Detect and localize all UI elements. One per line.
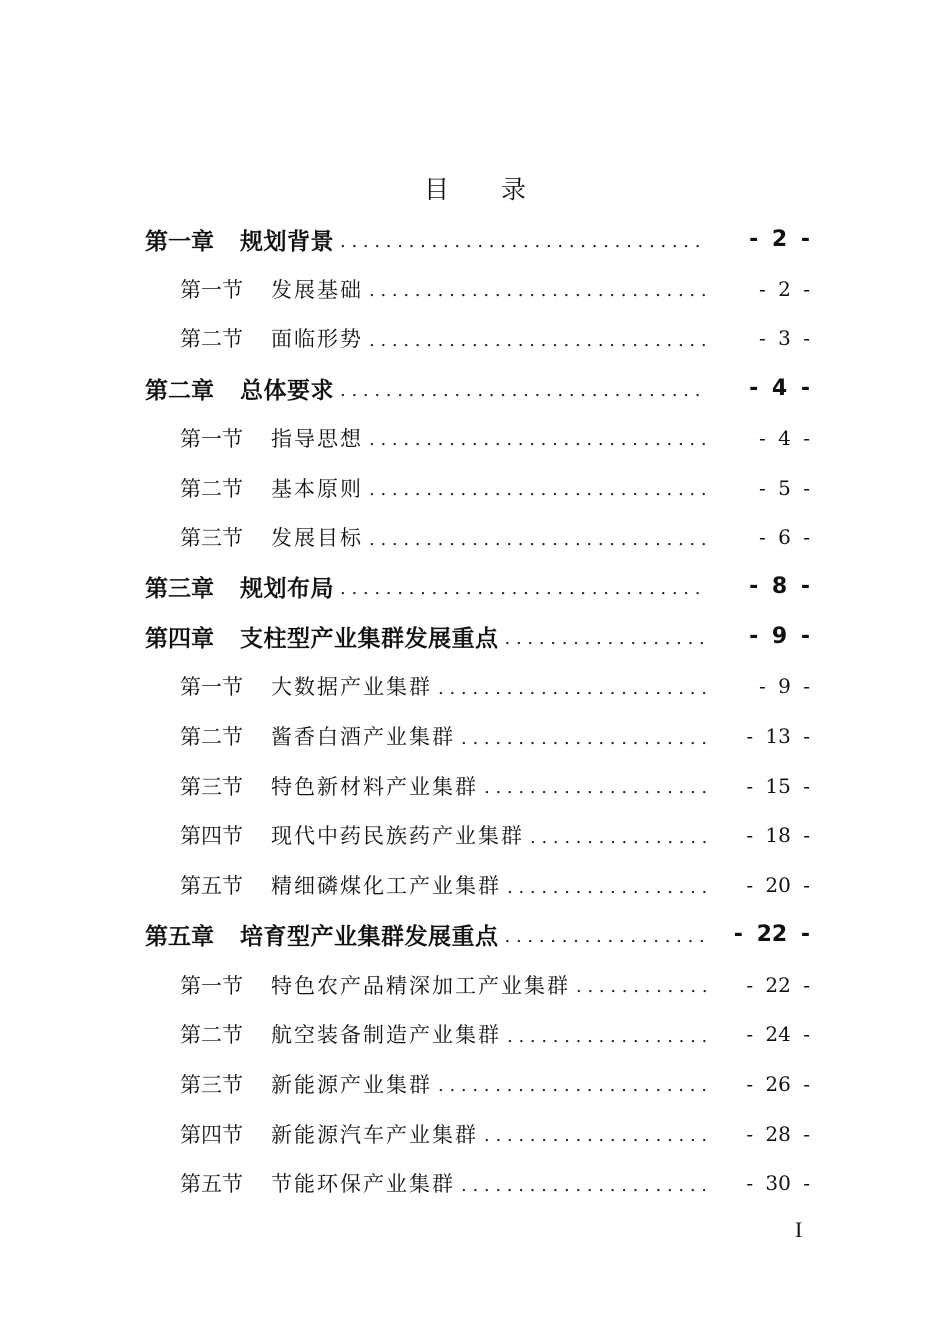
dot-leader (507, 877, 708, 898)
dot-leader (484, 1125, 708, 1146)
toc-section-entry[interactable] (0, 810, 950, 860)
entry-page-number: - 24 - (746, 1022, 810, 1047)
dot-leader (369, 429, 708, 450)
entry-page-number: - 22 - (746, 972, 810, 997)
entry-label: 第三章 (145, 576, 214, 603)
entry-title: 航空装备制造产业集群 (271, 1023, 501, 1048)
entry-title: 发展目标 (271, 526, 363, 551)
entry-page-number: - 13 - (746, 724, 810, 748)
entry-page-number: - 2 - (759, 276, 810, 301)
entry-label: 第五节 (180, 874, 243, 899)
entry-label: 第五章 (145, 924, 214, 951)
entry-page-number: - 22 - (733, 922, 810, 948)
entry-label: 第三节 (180, 1072, 243, 1097)
entry-label: 第一节 (180, 277, 243, 302)
toc-section-entry[interactable] (0, 860, 950, 910)
toc-chapter-entry[interactable] (0, 562, 950, 612)
dot-leader (340, 578, 708, 599)
toc-section-entry[interactable] (0, 1158, 950, 1208)
entry-page-number: - 15 - (746, 773, 810, 798)
toc-section-entry[interactable] (0, 711, 950, 761)
toc-chapter-entry[interactable] (0, 214, 950, 264)
dot-leader (507, 1026, 708, 1047)
entry-title: 发展基础 (271, 277, 363, 302)
toc-chapter-entry[interactable] (0, 612, 950, 662)
entry-title: 现代中药民族药产业集群 (271, 824, 524, 849)
entry-label: 第四节 (180, 824, 243, 849)
entry-label: 第二章 (145, 377, 214, 404)
entry-title: 酱香白酒产业集群 (271, 725, 455, 749)
entry-title: 规划布局 (240, 576, 334, 603)
entry-label: 第一节 (180, 426, 243, 451)
entry-page-number: - 9 - (749, 624, 810, 650)
entry-label: 第三节 (180, 774, 243, 799)
entry-page-number: - 4 - (749, 375, 810, 401)
toc-section-entry[interactable] (0, 960, 950, 1010)
dot-leader (530, 827, 708, 848)
toc-section-entry[interactable] (0, 413, 950, 463)
entry-page-number: - 8 - (749, 574, 810, 600)
toc-section-entry[interactable] (0, 661, 950, 711)
toc-chapter-entry[interactable] (0, 363, 950, 413)
entry-title: 指导思想 (271, 426, 363, 451)
toc-section-entry[interactable] (0, 1059, 950, 1109)
toc-section-entry[interactable] (0, 512, 950, 562)
dot-leader (438, 678, 708, 699)
entry-title: 面临形势 (271, 327, 363, 352)
dot-leader (438, 1075, 708, 1096)
entry-title: 支柱型产业集群发展重点 (240, 626, 499, 653)
entry-title: 新能源产业集群 (271, 1072, 432, 1097)
entry-label: 第二节 (180, 476, 243, 501)
toc-section-entry[interactable] (0, 761, 950, 811)
entry-page-number: - 20 - (746, 873, 810, 898)
entry-page-number: - 28 - (746, 1121, 810, 1146)
entry-label: 第二节 (180, 1023, 243, 1048)
entry-page-number: - 6 - (759, 525, 810, 550)
page-number: I (795, 1217, 803, 1242)
entry-label: 第一节 (180, 973, 243, 998)
toc-section-entry[interactable] (0, 264, 950, 314)
toc-chapter-entry[interactable] (0, 910, 950, 960)
dot-leader (484, 777, 708, 798)
entry-label: 第一章 (145, 228, 214, 255)
entry-title: 节能环保产业集群 (271, 1172, 455, 1197)
entry-label: 第二节 (180, 725, 243, 749)
entry-title: 基本原则 (271, 476, 363, 501)
dot-leader (576, 976, 708, 997)
dot-leader (505, 926, 709, 947)
entry-label: 第四节 (180, 1122, 243, 1147)
dot-leader (461, 1175, 708, 1196)
entry-page-number: - 18 - (746, 823, 810, 848)
entry-page-number: - 9 - (759, 674, 810, 699)
dot-leader (461, 728, 708, 749)
entry-page-number: - 4 - (759, 425, 810, 450)
dot-leader (369, 529, 708, 550)
dot-leader (340, 380, 708, 401)
entry-label: 第三节 (180, 526, 243, 551)
entry-title: 总体要求 (240, 377, 334, 404)
entry-title: 特色农产品精深加工产业集群 (271, 973, 570, 998)
dot-leader (369, 280, 708, 301)
entry-title: 规划背景 (240, 228, 334, 255)
dot-leader (369, 330, 708, 351)
entry-page-number: - 30 - (746, 1171, 810, 1196)
entry-page-number: - 5 - (759, 475, 810, 500)
entry-page-number: - 2 - (749, 226, 810, 252)
toc-section-entry[interactable] (0, 1109, 950, 1159)
entry-title: 培育型产业集群发展重点 (240, 924, 499, 951)
entry-title: 新能源汽车产业集群 (271, 1122, 478, 1147)
dot-leader (369, 479, 708, 500)
toc-section-entry[interactable] (0, 463, 950, 513)
dot-leader (505, 628, 709, 649)
dot-leader (340, 231, 708, 252)
entry-label: 第四章 (145, 626, 214, 653)
entry-label: 第二节 (180, 327, 243, 352)
entry-title: 大数据产业集群 (271, 675, 432, 700)
entry-title: 精细磷煤化工产业集群 (271, 874, 501, 899)
entry-page-number: - 26 - (746, 1071, 810, 1096)
entry-label: 第五节 (180, 1172, 243, 1197)
toc-section-entry[interactable] (0, 1009, 950, 1059)
entry-page-number: - 3 - (759, 326, 810, 351)
entry-title: 特色新材料产业集群 (271, 774, 478, 799)
toc-section-entry[interactable] (0, 313, 950, 363)
toc-heading: 目 录 (424, 175, 548, 204)
entry-label: 第一节 (180, 675, 243, 700)
